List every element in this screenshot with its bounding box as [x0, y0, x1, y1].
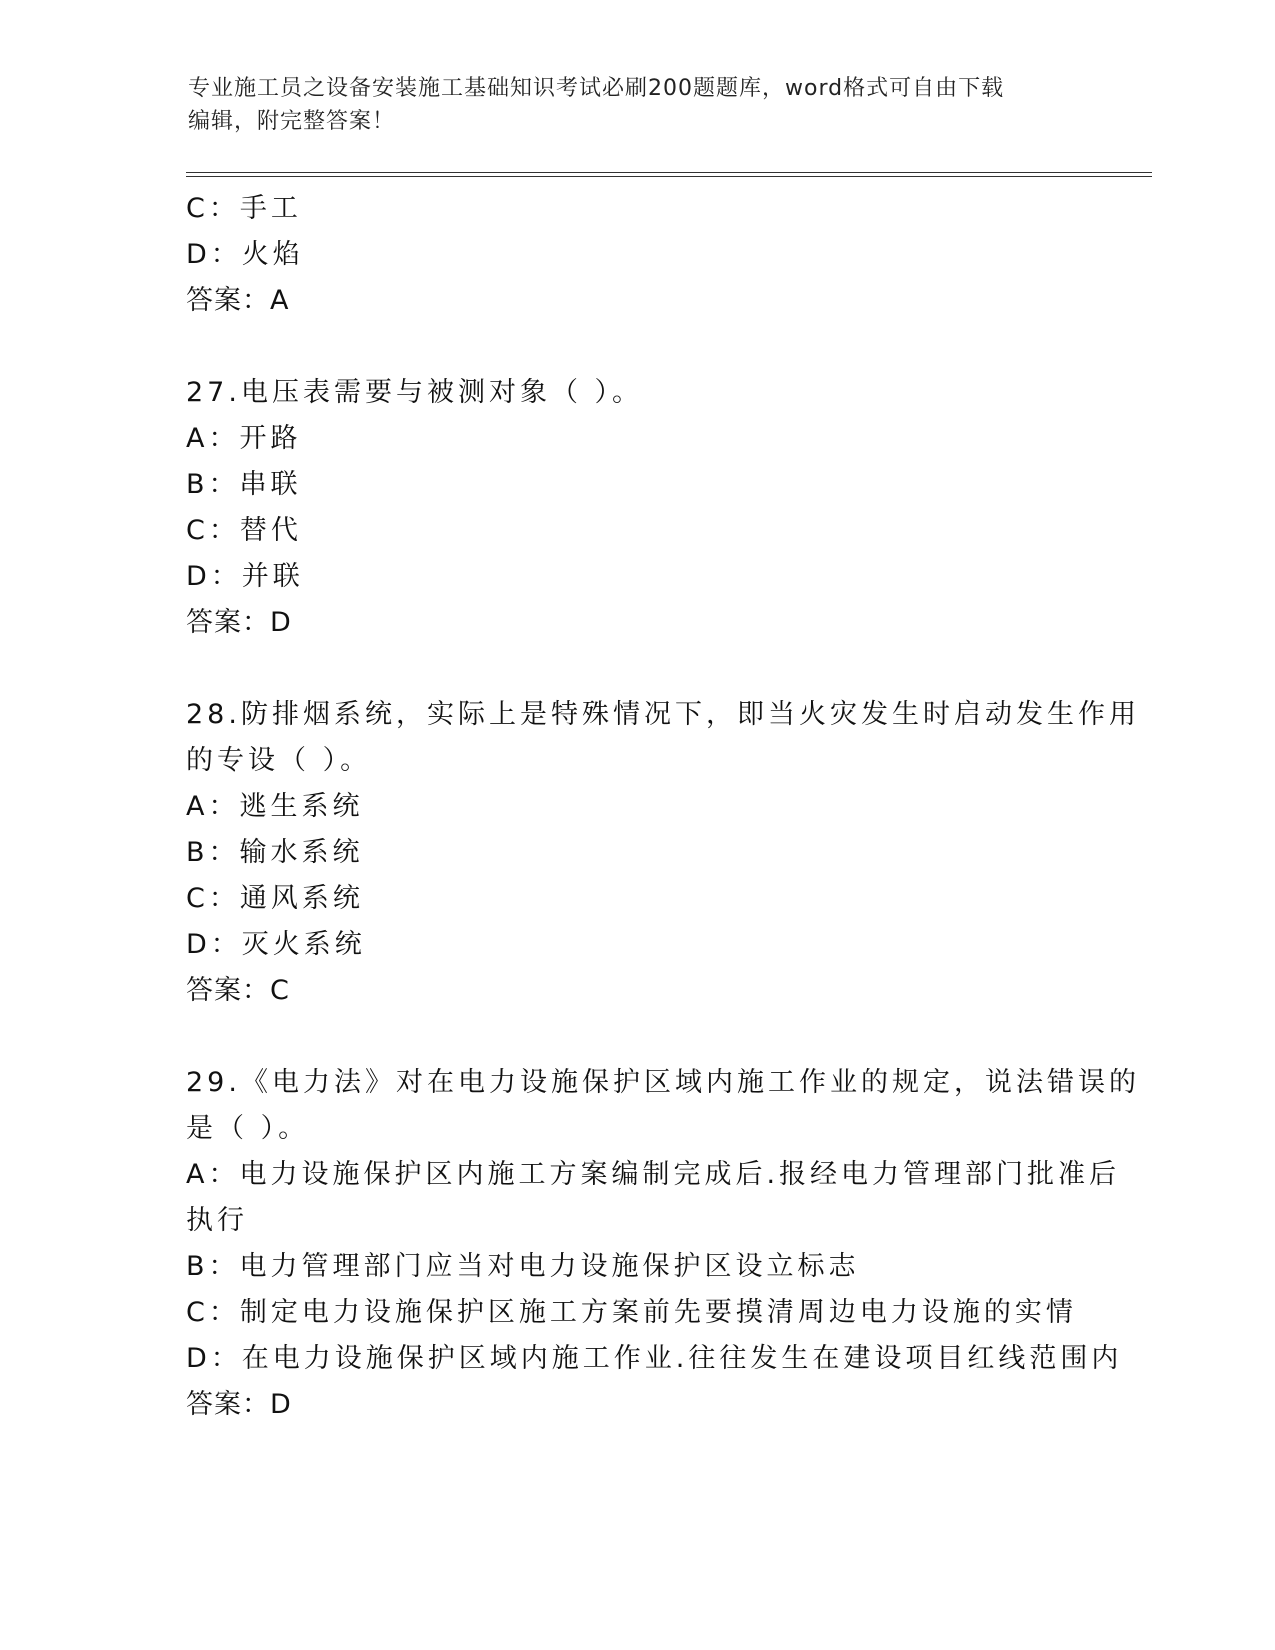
q27-option-d: D：并联 — [186, 561, 304, 592]
q28-option-b: B：输水系统 — [186, 837, 364, 868]
q27-option-b: B：串联 — [186, 469, 302, 500]
q27-option-a: A：开路 — [186, 423, 302, 454]
q28-option-d: D：灭火系统 — [186, 929, 366, 960]
q29-option-d: D：在电力设施保护区域内施工作业.往往发生在建设项目红线范围内 — [186, 1343, 1123, 1374]
q29-option-b: B：电力管理部门应当对电力设施保护区设立标志 — [186, 1251, 860, 1282]
header-divider-bottom — [186, 176, 1152, 177]
q28-option-a: A：逃生系统 — [186, 791, 364, 822]
prev-option-d: D：火焰 — [186, 239, 304, 270]
prev-option-c: C：手工 — [186, 193, 302, 224]
q27-answer: 答案：D — [186, 607, 292, 638]
q29-answer: 答案：D — [186, 1389, 292, 1420]
q27-option-c: C：替代 — [186, 515, 302, 546]
header-line-2: 编辑，附完整答案！ — [188, 109, 396, 134]
q29-stem-line2: 是（ ）。 — [186, 1113, 310, 1144]
header-line-1: 专业施工员之设备安装施工基础知识考试必刷200题题库，word格式可自由下载 — [188, 76, 1005, 101]
spacer — [186, 324, 1086, 370]
q28-stem-line2: 的专设（ ）。 — [186, 745, 372, 776]
document-header — [188, 72, 1088, 138]
q27-stem: 27.电压表需要与被测对象（ ）。 — [186, 377, 644, 408]
spacer — [186, 1014, 1086, 1060]
q29-option-c: C：制定电力设施保护区施工方案前先要摸清周边电力设施的实情 — [186, 1297, 1077, 1328]
q28-option-c: C：通风系统 — [186, 883, 364, 914]
prev-answer: 答案：A — [186, 285, 290, 316]
spacer — [186, 646, 1086, 692]
question-content — [186, 186, 1140, 1428]
q29-option-a-line2: 执行 — [186, 1205, 248, 1236]
q28-stem-line1: 28.防排烟系统，实际上是特殊情况下，即当火灾发生时启动发生作用 — [186, 699, 1140, 730]
q28-answer: 答案：C — [186, 975, 290, 1006]
q29-stem-line1: 29.《电力法》对在电力设施保护区域内施工作业的规定，说法错误的 — [186, 1067, 1140, 1098]
q29-option-a-line1: A：电力设施保护区内施工方案编制完成后.报经电力管理部门批准后 — [186, 1159, 1121, 1190]
header-divider-top — [186, 172, 1152, 173]
